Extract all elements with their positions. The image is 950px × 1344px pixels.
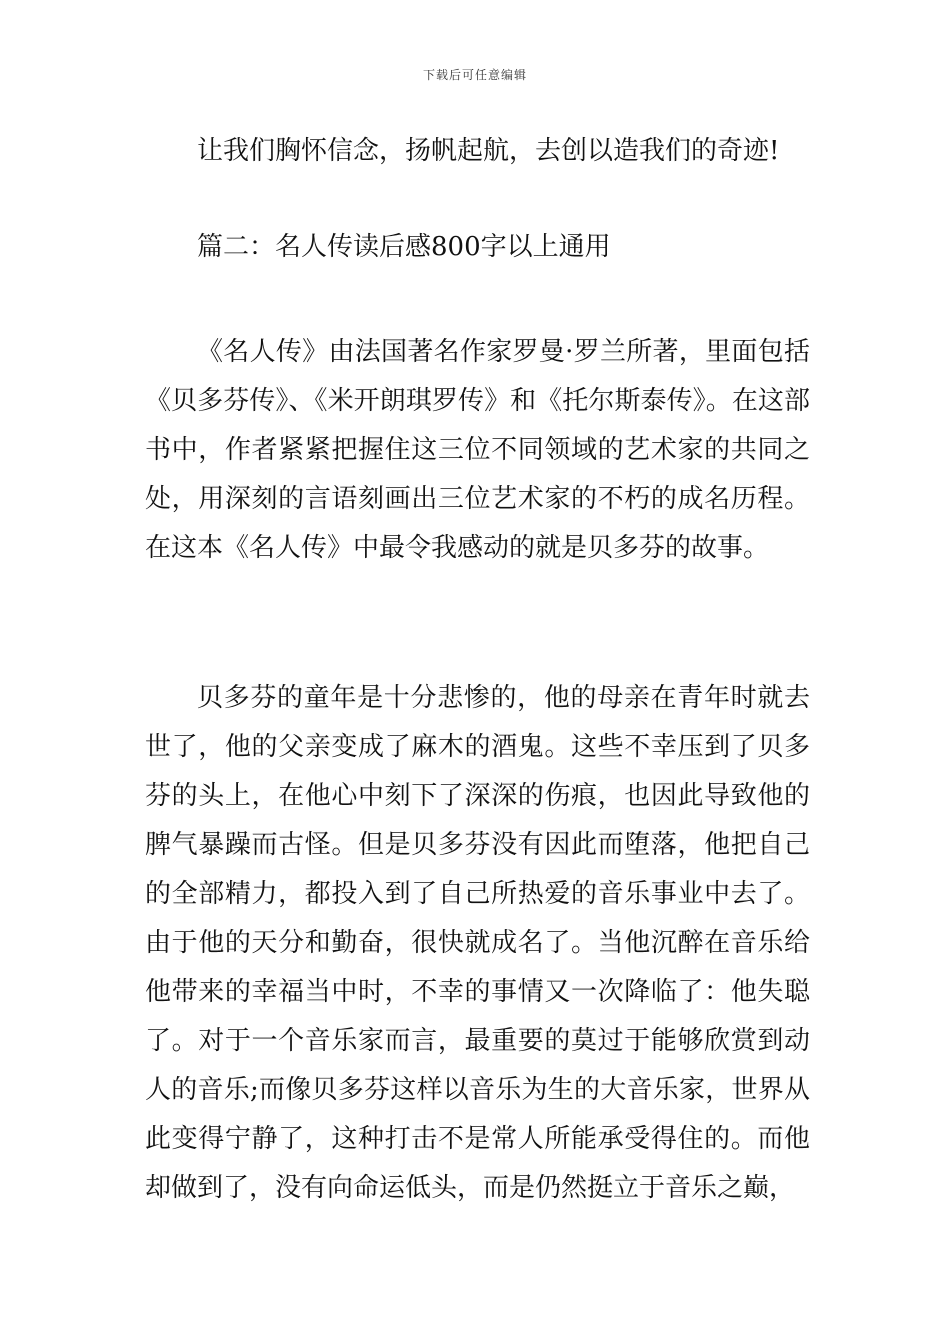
body-paragraph-2 [145,674,810,1213]
page-header-note: 下载后可任意编辑 [422,68,527,82]
body-paragraph-1 [145,328,810,573]
closing-line-text: 让我们胸怀信念，扬帆起航，去创以造我们的奇迹! [197,136,780,166]
body-paragraph-text: 《名人传》由法国著名作家罗曼·罗兰所著，里面包括《贝多芬传》、《米开朗琪罗传》和《托尔斯泰传》。在这部书中，作者紧紧把握住这三位不同领域的艺术家的共同之处，用深刻的言语刻画出三位艺术家的不朽的成名历程。在这本《名人传》中最令我感动的就是贝多芬的故事。 [145,337,810,563]
section-heading [145,223,810,272]
closing-line [145,127,810,176]
body-paragraph-text: 贝多芬的童年是十分悲惨的，他的母亲在青年时就去世了，他的父亲变成了麻木的酒鬼。这些不幸压到了贝多芬的头上，在他心中刻下了深深的伤痕，也因此导致他的脾气暴躁而古怪。但是贝多芬没有因此而堕落，他把自己的全部精力，都投入到了自己所热爱的音乐事业中去了。由于他的天分和勤奋，很快就成名了。当他沉醉在音乐给他带来的幸福当中时，不幸的事情又一次降临了：他失聪了。对于一个音乐家而言，最重要的莫过于能够欣赏到动人的音乐;而像贝多芬这样以音乐为生的大音乐家，世界从此变得宁静了，这种打击不是常人所能承受得住的。而他却做到了，没有向命运低头，而是仍然挺立于音乐之巅， [145,683,810,1203]
section-heading-text: 篇二：名人传读后感800字以上通用 [197,232,611,262]
